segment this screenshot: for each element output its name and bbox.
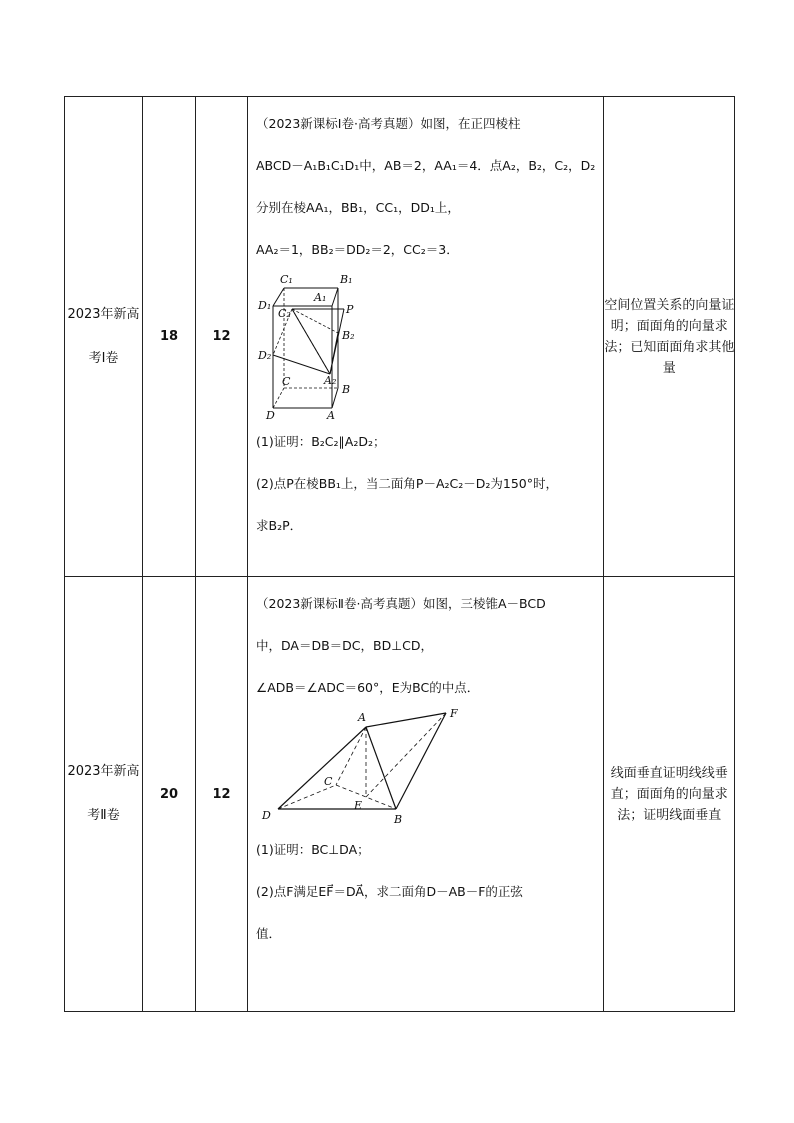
label-D2: D₂ — [258, 349, 272, 362]
problem-line-3: ∠ADB＝∠ADC＝60°，E为BC的中点． — [256, 680, 480, 695]
label-D1: D₁ — [258, 299, 272, 312]
label-A: A — [358, 711, 366, 724]
label-C: C — [324, 775, 333, 788]
exam-year-cell — [65, 97, 143, 577]
knowledge-points-cell — [604, 97, 735, 577]
table-row — [65, 577, 735, 1012]
problem-line-2: ABCD－A₁B₁C₁D₁中，AB＝2，AA₁＝4．点A₂，B₂，C₂，D₂ — [256, 158, 596, 173]
problem-intro: （2023新课标Ⅱ卷·高考真题）如图，三棱锥A－BCD — [256, 596, 546, 611]
question-part-2: (2)点F满足EF⃗＝DA⃗，求二面角D－AB－F的正弦 — [256, 884, 523, 899]
problem-intro: （2023新课标Ⅰ卷·高考真题）如图，在正四棱柱 — [256, 116, 521, 131]
pyramid-figure — [256, 709, 486, 829]
label-B: B — [342, 383, 351, 396]
label-C2: C₂ — [278, 307, 291, 320]
question-number: 18 — [159, 329, 179, 344]
question-part-1: (1)证明：BC⊥DA； — [256, 842, 370, 857]
exam-question-table — [64, 96, 735, 1012]
problem-line-4: AA₂＝1，BB₂＝DD₂＝2，CC₂＝3． — [256, 242, 459, 257]
prism-figure — [256, 271, 386, 421]
score-cell — [196, 97, 248, 577]
problem-line-3: 分别在棱AA₁，BB₁，CC₁，DD₁上， — [256, 200, 460, 215]
label-C: C — [282, 375, 291, 388]
label-E: E — [354, 799, 363, 812]
exam-year-cell — [65, 577, 143, 1012]
score-cell — [196, 577, 248, 1012]
problem-cell — [248, 577, 604, 1012]
exam-year: 2023年新高考Ⅰ卷 — [67, 306, 140, 366]
knowledge-points: 线面垂直证明线线垂直；面面角的向量求法；证明线面垂直 — [610, 765, 728, 823]
label-B1: B₁ — [340, 273, 353, 286]
label-D: D — [262, 809, 271, 822]
table-row — [65, 97, 735, 577]
label-B: B — [394, 813, 403, 826]
problem-line-2: 中，DA＝DB＝DC，BD⊥CD， — [256, 638, 433, 653]
label-D: D — [266, 409, 275, 421]
question-number-cell — [143, 97, 196, 577]
question-number-cell — [143, 577, 196, 1012]
score: 12 — [212, 329, 231, 344]
question-part-2: (2)点P在棱BB₁上，当二面角P－A₂C₂－D₂为150°时， — [256, 476, 558, 491]
problem-cell — [248, 97, 604, 577]
question-part-2-cont: 求B₂P． — [256, 518, 303, 533]
label-A: A — [327, 409, 335, 421]
label-A1: A₁ — [314, 291, 327, 304]
question-part-1: (1)证明：B₂C₂∥A₂D₂； — [256, 434, 386, 449]
label-A2: A₂ — [324, 374, 337, 387]
label-F: F — [450, 709, 458, 720]
label-P: P — [346, 303, 354, 316]
exam-year: 2023年新高考Ⅱ卷 — [67, 764, 140, 823]
label-C1: C₁ — [280, 273, 293, 286]
knowledge-points-cell — [604, 577, 735, 1012]
question-part-2-cont: 值． — [256, 926, 282, 941]
knowledge-points: 空间位置关系的向量证明；面面角的向量求法；已知面面角求其他量 — [604, 297, 735, 376]
score: 12 — [212, 786, 231, 802]
label-B2: B₂ — [342, 329, 355, 342]
question-number: 20 — [159, 786, 179, 802]
